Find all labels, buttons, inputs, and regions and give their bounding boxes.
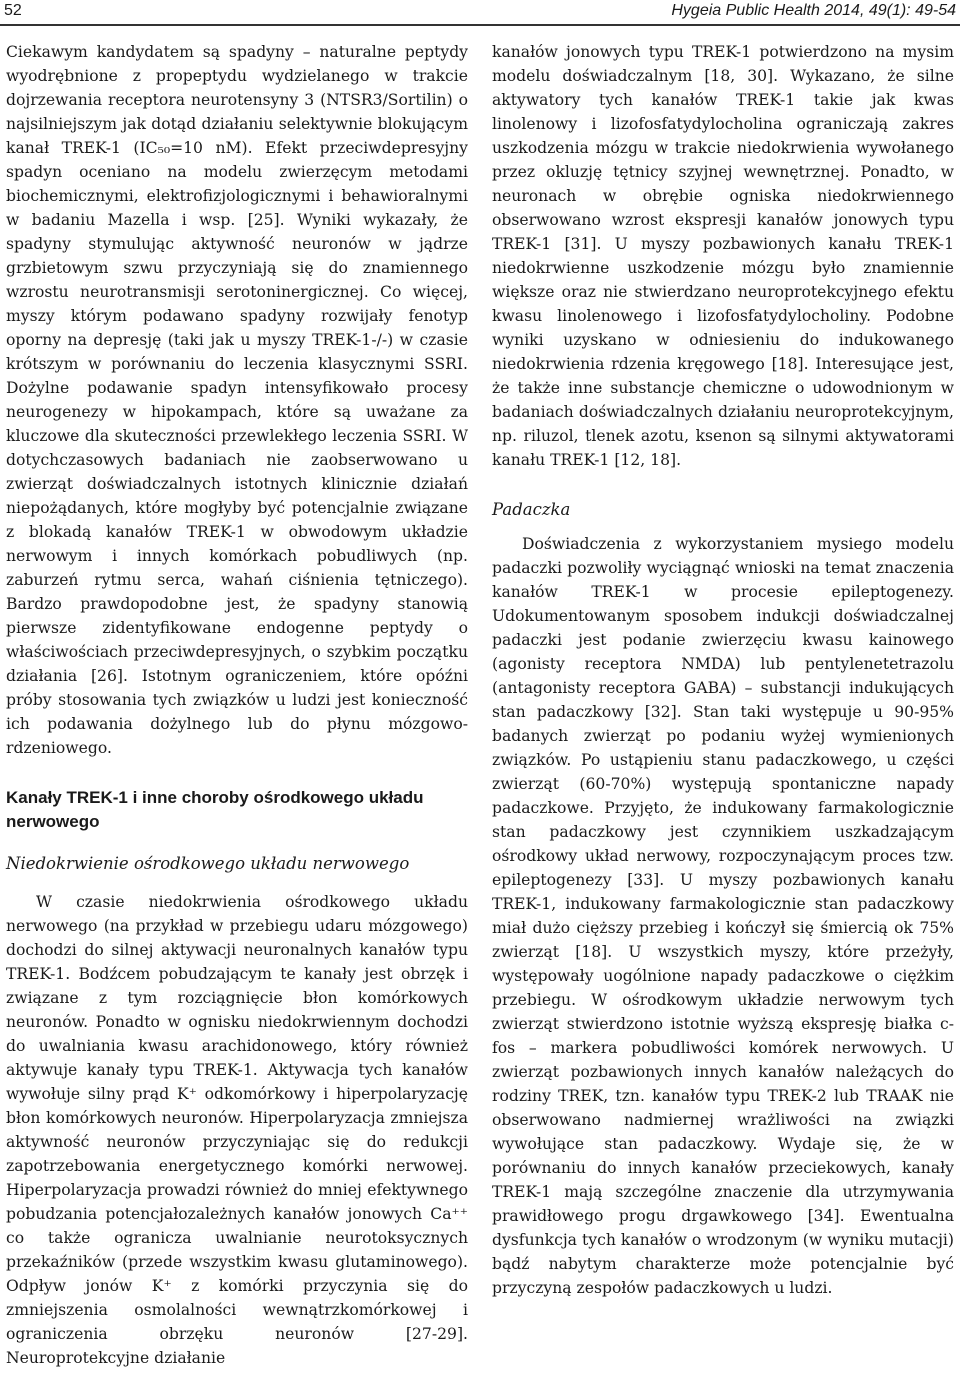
- page-number: 52: [4, 2, 22, 19]
- body-paragraph: Ciekawym kandydatem są spadyny – naturalne peptydy wyodrębnione z propeptydu wydzielanego w trakcie dojrzewania receptora neurotensyny 3 (NTSR3/Sortilin) o najsilniejszym jak dotąd działaniu selektywnie blokującym kanał TREK-1 (IC₅₀=10 nM). Efekt przeciwdepresyjny spadyn oceniano na modelu zwierzęcym metodami biochemicznymi, elektrofizjologicznymi i behawioralnymi w badaniu Mazella i wsp. [25]. Wyniki wykazały, że spadyny stymulując aktywność neuronów w jądrze grzbietowym szwu przyczyniają się do znamiennego wzrostu neurotransmisji serotoninergicznej. Co więcej, myszy którym podawano spadyny rozwijały fenotyp oporny na depresję (taki jak u myszy TREK-1-/-) w czasie krótszym w porównaniu do leczenia klasycznymi SSRI. Dożylne podawanie spadyn intensyfikowało procesy neurogenezy w hipokampach, które są uważane za kluczowe dla skuteczności przewlekłego leczenia SSRI. W dotychczasowych badaniach nie zaobserwowano u zwierząt doświadczalnych istotnych klinicznie działań niepożądanych, które mogłyby być potencjalnie związane z blokadą kanałów TREK-1 w obwodowym układzie nerwowym i innych komórkach pobudliwych (np. zaburzeń rytmu serca, wahań ciśnienia tętniczego). Bardzo prawdopodobne jest, że spadyny stanowią pierwsze zidentyfikowane endogenne peptydy o właściwościach przeciwdepresyjnych, o szybkim początku działania [26]. Istotnym ograniczeniem, które opóźni próby stosowania tych związków u ludzi jest konieczność ich podawania dożylnego lub do płynu mózgowo-rdzeniowego.: [6, 43, 468, 757]
- page-header: [0, 0, 960, 26]
- body-paragraph: W czasie niedokrwienia ośrodkowego układu nerwowego (na przykład w przebiegu udaru mózgowego) dochodzi do silnej aktywacji neuronalnych kanałów typu TREK-1. Bodźcem pobudzającym te kanały jest obrzęk i związane z tym rozciągnięcie błon komórkowych neuronów. Ponadto w ognisku niedokrwiennym dochodzi do uwalniania kwasu arachidonowego, który również aktywuje kanały typu TREK-1. Aktywacja tych kanałów wywołuje silny prąd K⁺ odkomórkowy i hiperpolaryzację błon komórkowych neuronów. Hiperpolaryzacja zmniejsza aktywność neuronów przyczyniając się do redukcji zapotrzebowania energetycznego komórki nerwowej. Hiperpolaryzacja prowadzi również do mniej efektywnego pobudzania potencjałozależnych kanałów jonowych Ca⁺⁺ co także ogranicza uwalnianie neurotoksycznych przekaźników (przede wszystkim kwasu glutaminowego). Odpływ jonów K⁺ z komórki przyczynia się do zmniejszenia osmolalności wewnątrzkomórkowej i ograniczenia obrzęku neuronów [27-29]. Neuroprotekcyjne działanie: [6, 893, 468, 1367]
- subsection-heading: Padaczka: [492, 500, 571, 519]
- subsection-heading: Niedokrwienie ośrodkowego układu nerwowego: [6, 854, 410, 873]
- right-column: [492, 40, 954, 1300]
- section-heading: Kanały TREK-1 i inne choroby ośrodkowego układu nerwowego: [6, 788, 424, 831]
- header-rule: [0, 24, 960, 26]
- left-column: [6, 40, 468, 1370]
- body-paragraph: Doświadczenia z wykorzystaniem mysiego modelu padaczki pozwoliły wyciągnąć wnioski na temat znaczenia kanałów TREK-1 w procesie epileptogenezy. Udokumentowanym sposobem indukcji doświadczalnej padaczki jest podanie zwierzęciu kwasu kainowego (agonisty receptora NMDA) lub pentylenetetrazolu (antagonisty receptora GABA) – substancji indukujących stan padaczkowy [32]. Stan taki występuje u 90-95% badanych zwierząt po podaniu wyżej wymienionych związków. Po ustąpieniu stanu padaczkowego, u części zwierząt (60-70%) występują spontaniczne napady padaczkowe. Przyjęto, że indukowany farmakologicznie stan padaczkowy jest czynnikiem uszkadzającym ośrodkowy układ nerwowy, rozpoczynającym proces tzw. epileptogenezy [33]. U myszy pozbawionych kanału TREK-1, indukowany farmakologicznie stan padaczkowy miał dużo cięższy przebieg i kończył się śmiercią ok 75% zwierząt [18]. U wszystkich myszy, które przeżyły, występowały uogólnione napady padaczkowe o ciężkim przebiegu. W ośrodkowym układzie nerwowym tych zwierząt stwierdzono istotnie wyższą ekspresję białka c-fos – markera pobudliwości komórek nerwowych. U zwierząt pozbawionych innych kanałów należących do rodziny TREK, tzn. kanałów typu TREK-2 lub TRAAK nie obserwowano nadmiernej wrażliwości na związki wywołujące stan padaczkowy. Wydaje się, że w porównaniu do innych kanałów przeciekowych, kanały TREK-1 mają szczególne znaczenie dla utrzymywania prawidłowego progu drgawkowego [34]. Ewentualna dysfunkcja tych kanałów o wrodzonym (w wyniku mutacji) bądź nabytym charakterze może potencjalnie być przyczyną zespołów padaczkowych u ludzi.: [492, 535, 954, 1297]
- running-head: Hygeia Public Health 2014, 49(1): 49-54: [671, 2, 956, 19]
- body-paragraph: kanałów jonowych typu TREK-1 potwierdzono na mysim modelu doświadczalnym [18, 30]. Wykazano, że silne aktywatory tych kanałów TREK-1 takie jak kwas linolenowy i lizofosfatydylocholina ograniczają zakres uszkodzenia mózgu w trakcie niedokrwienia wywołanego przez okluzję tętnicy szyjnej wewnętrznej. Ponadto, w neuronach w obrębie ogniska niedokrwiennego obserwowano wzrost ekspresji kanałów jonowych typu TREK-1 [31]. U myszy pozbawionych kanału TREK-1 niedokrwienne uszkodzenie mózgu było znamiennie większe oraz nie stwierdzano neuroprotekcyjnego efektu kwasu linolenowego i lizofosfatydylocholiny. Podobne wyniki uzyskano w odniesieniu do indukowanego niedokrwienia rdzenia kręgowego [18]. Interesujące jest, że także inne substancje chemiczne o udowodnionym w badaniach doświadczalnych działaniu neuroprotekcyjnym, np. riluzol, tlenek azotu, ksenon są silnymi aktywatorami kanału TREK-1 [12, 18].: [492, 43, 954, 469]
